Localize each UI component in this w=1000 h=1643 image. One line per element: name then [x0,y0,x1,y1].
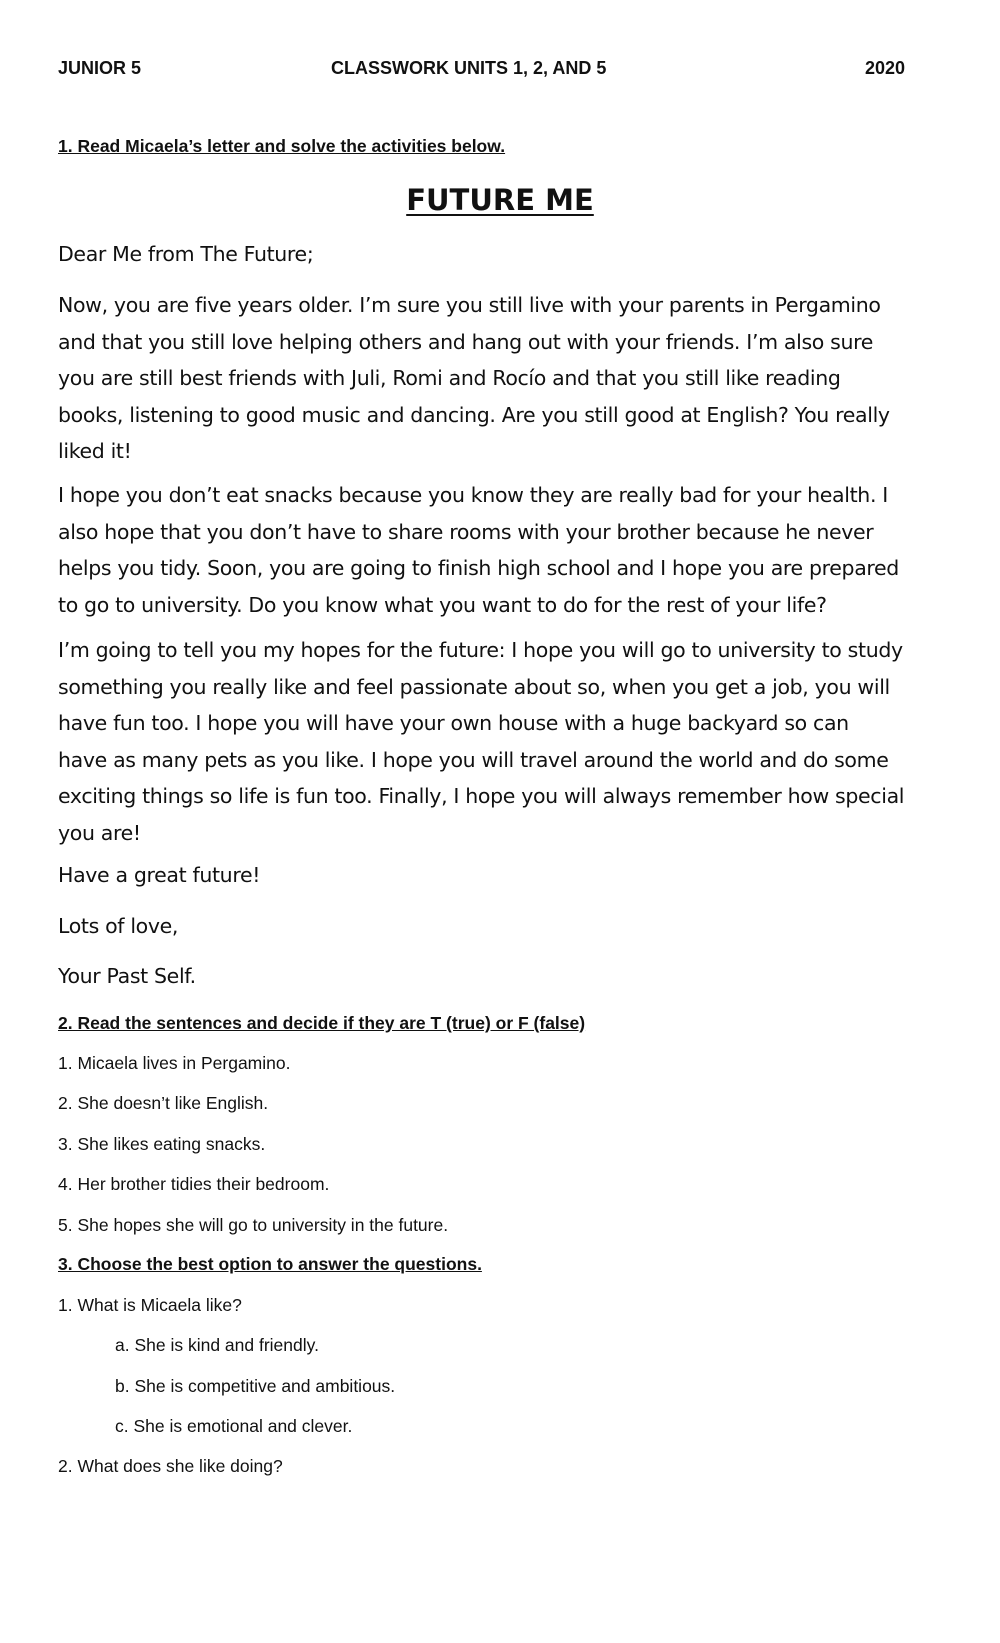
paragraph-line: you are still best friends with Juli, Romi and Rocío and that you still like reading [58,366,841,390]
section-1-heading: 1. Read Micaela’s letter and solve the activities below. [58,136,506,156]
question-1-option-a: a. She is kind and friendly. [115,1335,319,1355]
true-false-item: 2. She doesn’t like English. [58,1093,269,1113]
letter-paragraph-3 [58,632,958,851]
paragraph-line: you are! [58,820,141,845]
section-3-heading: 3. Choose the best option to answer the questions. [58,1254,482,1274]
paragraph-line: something you really like and feel passionate about so, when you get a job, you will [58,674,890,699]
question-1-option-c: c. She is emotional and clever. [115,1416,353,1436]
letter-signature: Your Past Self. [58,964,196,988]
worksheet-title: CLASSWORK UNITS 1, 2, AND 5 [331,58,607,78]
true-false-item: 3. She likes eating snacks. [58,1134,266,1154]
letter-closing-2: Lots of love, [58,914,179,938]
letter-title: FUTURE ME [406,183,594,217]
paragraph-line: have as many pets as you like. I hope you will travel around the world and do some [58,747,889,772]
paragraph-line: books, listening to good music and dancing. Are you still good at English? You really [58,402,890,427]
paragraph-line: Now, you are five years older. I’m sure you still live with your parents in Pergamino [58,293,881,317]
paragraph-line: I hope you don’t eat snacks because you know they are really bad for your health. I [58,483,888,507]
true-false-item: 1. Micaela lives in Pergamino. [58,1053,291,1073]
paragraph-line: liked it! [58,439,132,463]
greeting-line: Dear Me from The Future; [58,242,314,266]
question-2: 2. What does she like doing? [58,1456,283,1476]
year: 2020 [864,58,905,78]
paragraph-line: exciting things so life is fun too. Finally, I hope you will always remember how special [58,784,905,808]
paragraph-line: also hope that you don’t have to share rooms with your brother because he never [58,519,874,544]
paragraph-line: and that you still love helping others and hang out with your friends. I’m also sure [58,329,874,354]
section-2-heading: 2. Read the sentences and decide if they are T (true) or F (false) [58,1013,586,1033]
paragraph-line: have fun too. I hope you will have your own house with a huge backyard so can [58,711,849,735]
true-false-item: 5. She hopes she will go to university in the future. [58,1215,449,1235]
page-header [58,58,905,82]
paragraph-line: helps you tidy. Soon, you are going to finish high school and I hope you are prepared [58,556,899,580]
question-1-option-b: b. She is competitive and ambitious. [115,1376,396,1396]
paragraph-line: I’m going to tell you my hopes for the future: I hope you will go to university to study [58,638,903,662]
question-1: 1. What is Micaela like? [58,1295,242,1315]
paragraph-line: to go to university. Do you know what you want to do for the rest of your life? [58,592,827,617]
letter-paragraph-1 [58,287,958,470]
class-level: JUNIOR 5 [58,58,142,78]
letter-closing-1: Have a great future! [58,863,261,887]
true-false-item: 4. Her brother tidies their bedroom. [58,1174,330,1194]
letter-greeting [58,236,958,273]
letter-paragraph-2 [58,477,958,623]
